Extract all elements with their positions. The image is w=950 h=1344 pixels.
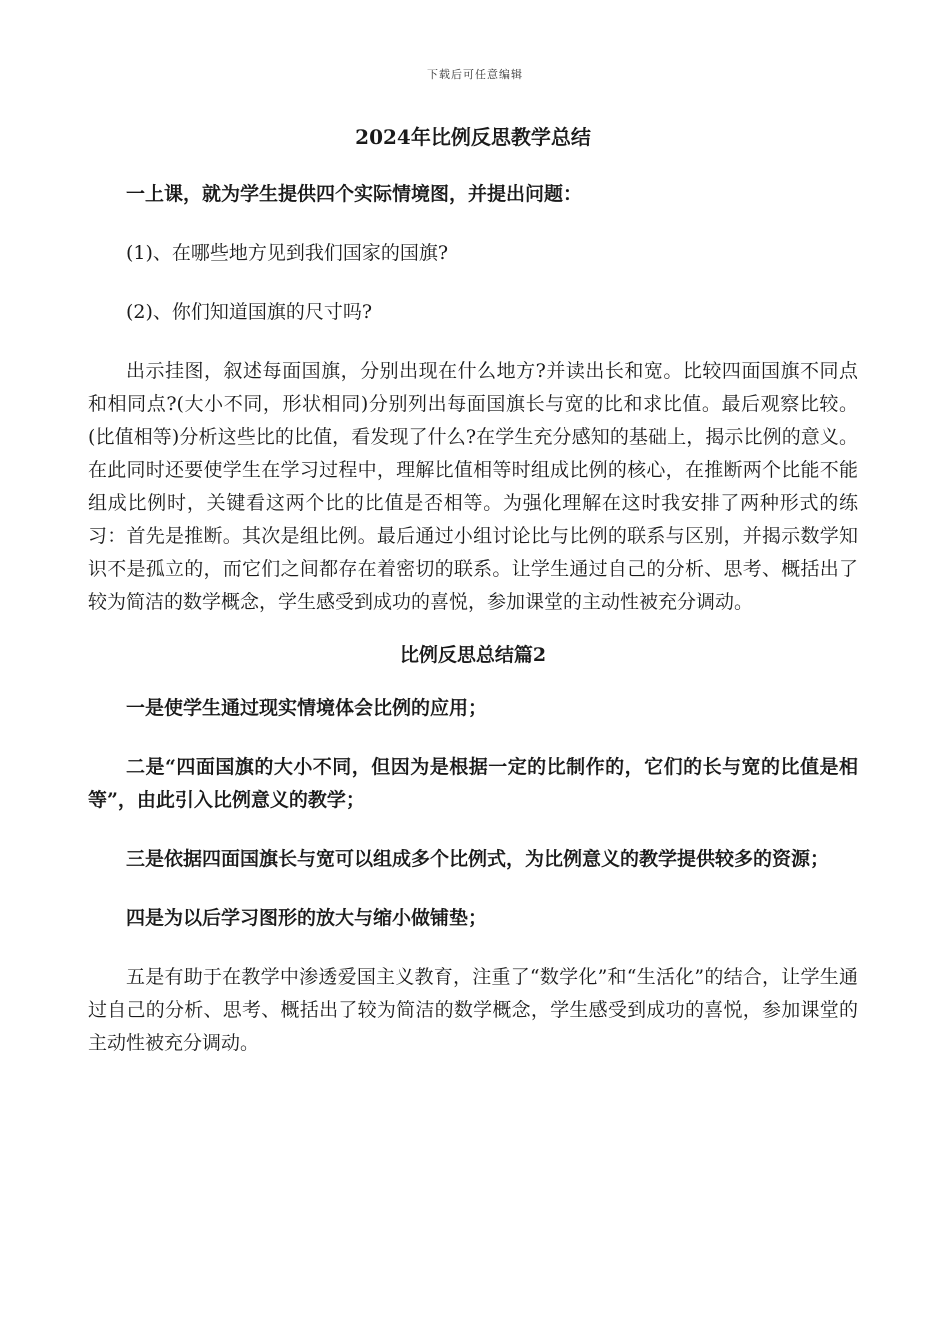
main-paragraph: 出示挂图，叙述每面国旗，分别出现在什么地方?并读出长和宽。比较四面国旗不同点和相同点?(大小不同，形状相同)分别列出每面国旗长与宽的比和求比值。最后观察比较。(比值相等)分析这些比的比值，看发现了什么?在学生充分感知的基础上，揭示比例的意义。在此同时还要使学生在学习过程中，理解比值相等时组成比例的核心，在推断两个比能不能组成比例时，关键看这两个比的比值是否相等。为强化理解在这时我安排了两种形式的练习：首先是推断。其次是组比例。最后通过小组讨论比与比例的联系与区别，并揭示数学知识不是孤立的，而它们之间都存在着密切的联系。让学生通过自己的分析、思考、概括出了较为简洁的数学概念，学生感受到成功的喜悦，参加课堂的主动性被充分调动。	[88, 360, 858, 613]
closing-paragraph: 五是有助于在教学中渗透爱国主义教育，注重了“数学化”和“生活化”的结合，让学生通过自己的分析、思考、概括出了较为简洁的数学概念，学生感受到成功的喜悦，参加课堂的主动性被充分调动。	[88, 966, 858, 1054]
document-title: 2024年比例反思教学总结	[355, 125, 591, 149]
question-1: (1)、在哪些地方见到我们国家的国旗?	[126, 242, 449, 264]
point-3: 三是依据四面国旗长与宽可以组成多个比例式，为比例意义的教学提供较多的资源；	[126, 848, 830, 870]
section-2-title: 比例反思总结篇2	[399, 644, 547, 666]
header-note: 下载后可任意编辑	[427, 68, 523, 81]
point-1: 一是使学生通过现实情境体会比例的应用；	[126, 697, 488, 719]
intro-paragraph: 一上课，就为学生提供四个实际情境图，并提出问题：	[126, 183, 583, 205]
document-body	[88, 120, 858, 1078]
question-2: (2)、你们知道国旗的尺寸吗?	[126, 301, 373, 323]
point-4: 四是为以后学习图形的放大与缩小做铺垫；	[126, 907, 488, 929]
point-2: 二是“四面国旗的大小不同，但因为是根据一定的比制作的，它们的长与宽的比值是相等”，由此引入比例意义的教学；	[88, 756, 858, 811]
